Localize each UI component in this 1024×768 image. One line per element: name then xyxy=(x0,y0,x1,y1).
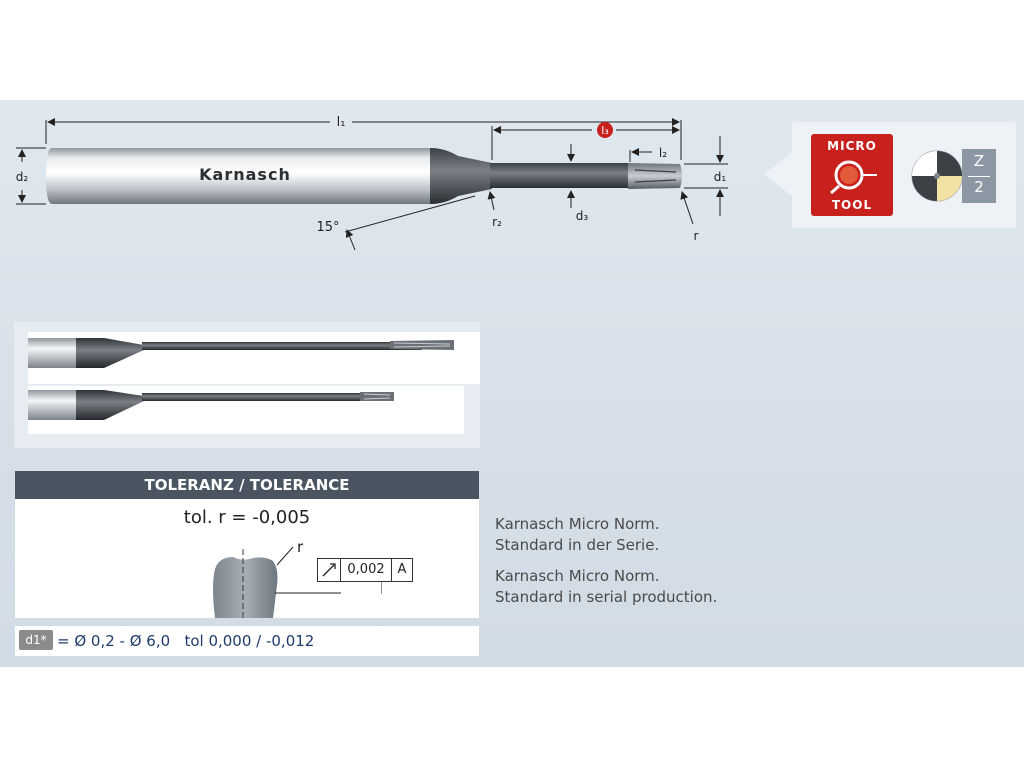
flute-count-badge xyxy=(962,149,996,203)
dim-d1: d₁ xyxy=(713,170,727,184)
brand-label: Karnasch xyxy=(199,165,291,184)
d1-spec-row xyxy=(15,626,479,656)
micro-label: MICRO xyxy=(827,139,877,153)
magnifier-icon xyxy=(827,156,877,194)
tolerance-heading: TOLERANZ / TOLERANCE xyxy=(15,471,479,499)
dim-angle: 15° xyxy=(316,220,340,235)
d1-spec-text: = Ø 0,2 - Ø 6,0 tol 0,000 / -0,012 xyxy=(57,632,315,650)
dim-r2: r₂ xyxy=(492,215,502,229)
description-de-line1: Karnasch Micro Norm. xyxy=(495,515,660,533)
feature-control-frame xyxy=(317,558,413,582)
two-flute-icon xyxy=(910,146,964,206)
tool-neck xyxy=(490,163,630,188)
dim-r: r xyxy=(693,229,699,243)
tool-label: TOOL xyxy=(831,198,873,212)
tool-cone xyxy=(430,148,492,204)
dim-l2: l₂ xyxy=(658,146,668,160)
dim-l3: l₃ xyxy=(601,124,609,137)
tolerance-formula: tol. r = -0,005 xyxy=(183,507,311,528)
runout-arrow-icon xyxy=(318,559,341,581)
fcf-value: 0,002 xyxy=(341,559,392,581)
tool-photos xyxy=(14,322,480,448)
tolerance-radius-label: r xyxy=(297,538,304,556)
dim-l1: l₁ xyxy=(336,115,346,130)
tolerance-body xyxy=(15,499,479,618)
flutes-count: 2 xyxy=(974,178,984,196)
description-de-line2: Standard in der Serie. xyxy=(495,536,660,554)
tool-photo-pair xyxy=(14,322,480,448)
tool-cutter xyxy=(628,163,682,189)
d1-chip: d1* xyxy=(19,630,53,650)
dim-d2: d₂ xyxy=(15,170,29,184)
tool-drawing xyxy=(0,100,790,270)
description-de xyxy=(495,514,660,556)
micro-tool-badge xyxy=(811,134,893,216)
flutes-z: Z xyxy=(973,152,985,170)
description-en-line2: Standard in serial production. xyxy=(495,588,718,606)
badge-pointer xyxy=(762,152,794,196)
fcf-datum: A xyxy=(397,562,407,577)
description-en-line1: Karnasch Micro Norm. xyxy=(495,567,660,585)
description-en xyxy=(495,566,717,608)
dim-d3: d₃ xyxy=(575,209,589,223)
